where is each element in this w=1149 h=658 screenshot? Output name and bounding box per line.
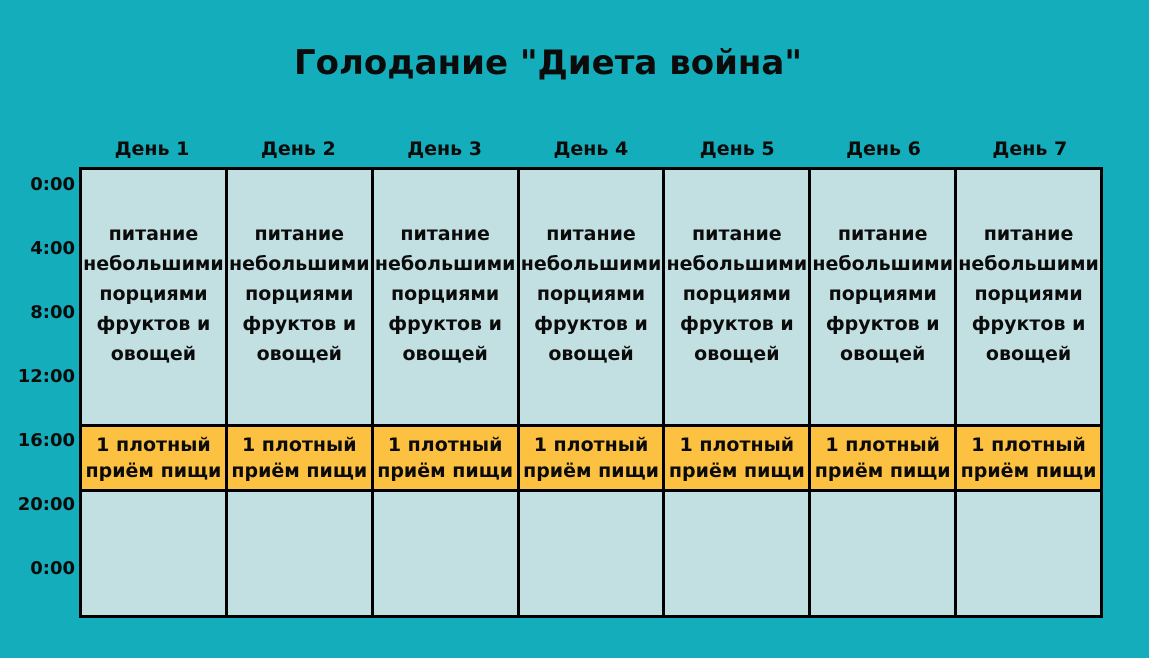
meal-block-day-1 bbox=[82, 427, 225, 489]
meal-block-text: 1 плотный приём пищи bbox=[960, 434, 1097, 482]
meal-block-text: 1 плотный приём пищи bbox=[231, 434, 368, 482]
meal-block-day-6 bbox=[811, 427, 954, 489]
page-title: Голодание "Диета война" bbox=[293, 43, 803, 83]
fruit-veg-block-day-6 bbox=[811, 170, 954, 424]
empty-block-day-1 bbox=[82, 492, 225, 615]
day-header-3: День 3 bbox=[407, 138, 482, 160]
meal-block-text: 1 плотный приём пищи bbox=[377, 434, 514, 482]
empty-block-day-3 bbox=[374, 492, 517, 615]
meal-block-text: 1 плотный приём пищи bbox=[814, 434, 951, 482]
empty-block-day-4 bbox=[520, 492, 663, 615]
meal-block-day-5 bbox=[665, 427, 808, 489]
time-label: 8:00 bbox=[30, 302, 75, 323]
fruit-veg-block-text: питание небольшими порциями фруктов и овощей bbox=[228, 223, 370, 365]
fruit-veg-block-day-1 bbox=[82, 170, 225, 424]
schedule-grid bbox=[79, 167, 1103, 618]
empty-block-day-7 bbox=[957, 492, 1100, 615]
empty-block-day-2 bbox=[228, 492, 371, 615]
meal-block-day-2 bbox=[228, 427, 371, 489]
fruit-veg-block-day-2 bbox=[228, 170, 371, 424]
fruit-veg-block-text: питание небольшими порциями фруктов и овощей bbox=[666, 223, 808, 365]
empty-block-day-5 bbox=[665, 492, 808, 615]
fruit-veg-block-day-4 bbox=[520, 170, 663, 424]
fruit-veg-block-text: питание небольшими порциями фруктов и овощей bbox=[958, 223, 1099, 365]
day-header-5: День 5 bbox=[699, 138, 775, 160]
day-header-1: День 1 bbox=[114, 138, 190, 160]
meal-block-day-4 bbox=[520, 427, 663, 489]
meal-block-day-7 bbox=[957, 427, 1100, 489]
fruit-veg-block-text: питание небольшими порциями фруктов и овощей bbox=[520, 223, 662, 365]
fruit-veg-block-day-5 bbox=[665, 170, 808, 424]
meal-block-text: 1 плотный приём пищи bbox=[523, 434, 659, 482]
fruit-veg-block-text: питание небольшими порциями фруктов и овощей bbox=[374, 223, 516, 365]
day-header-4: День 4 bbox=[553, 138, 629, 160]
fruit-veg-block-text: питание небольшими порциями фруктов и овощей bbox=[83, 223, 224, 365]
time-label: 20:00 bbox=[17, 494, 75, 515]
day-header-7: День 7 bbox=[992, 138, 1068, 160]
empty-block-day-6 bbox=[811, 492, 954, 615]
time-label: 4:00 bbox=[30, 238, 75, 259]
day-header-2: День 2 bbox=[260, 138, 336, 160]
meal-block-day-3 bbox=[374, 427, 517, 489]
fruit-veg-block-day-7 bbox=[957, 170, 1100, 424]
fruit-veg-block-day-3 bbox=[374, 170, 517, 424]
time-label: 16:00 bbox=[17, 430, 75, 451]
time-label: 0:00 bbox=[30, 174, 75, 195]
time-label: 0:00 bbox=[30, 558, 75, 579]
day-header-6: День 6 bbox=[846, 138, 921, 160]
time-label: 12:00 bbox=[17, 366, 75, 387]
meal-block-text: 1 плотный приём пищи bbox=[668, 434, 805, 482]
fruit-veg-block-text: питание небольшими порциями фруктов и овощей bbox=[812, 223, 954, 365]
meal-block-text: 1 плотный приём пищи bbox=[85, 434, 222, 482]
